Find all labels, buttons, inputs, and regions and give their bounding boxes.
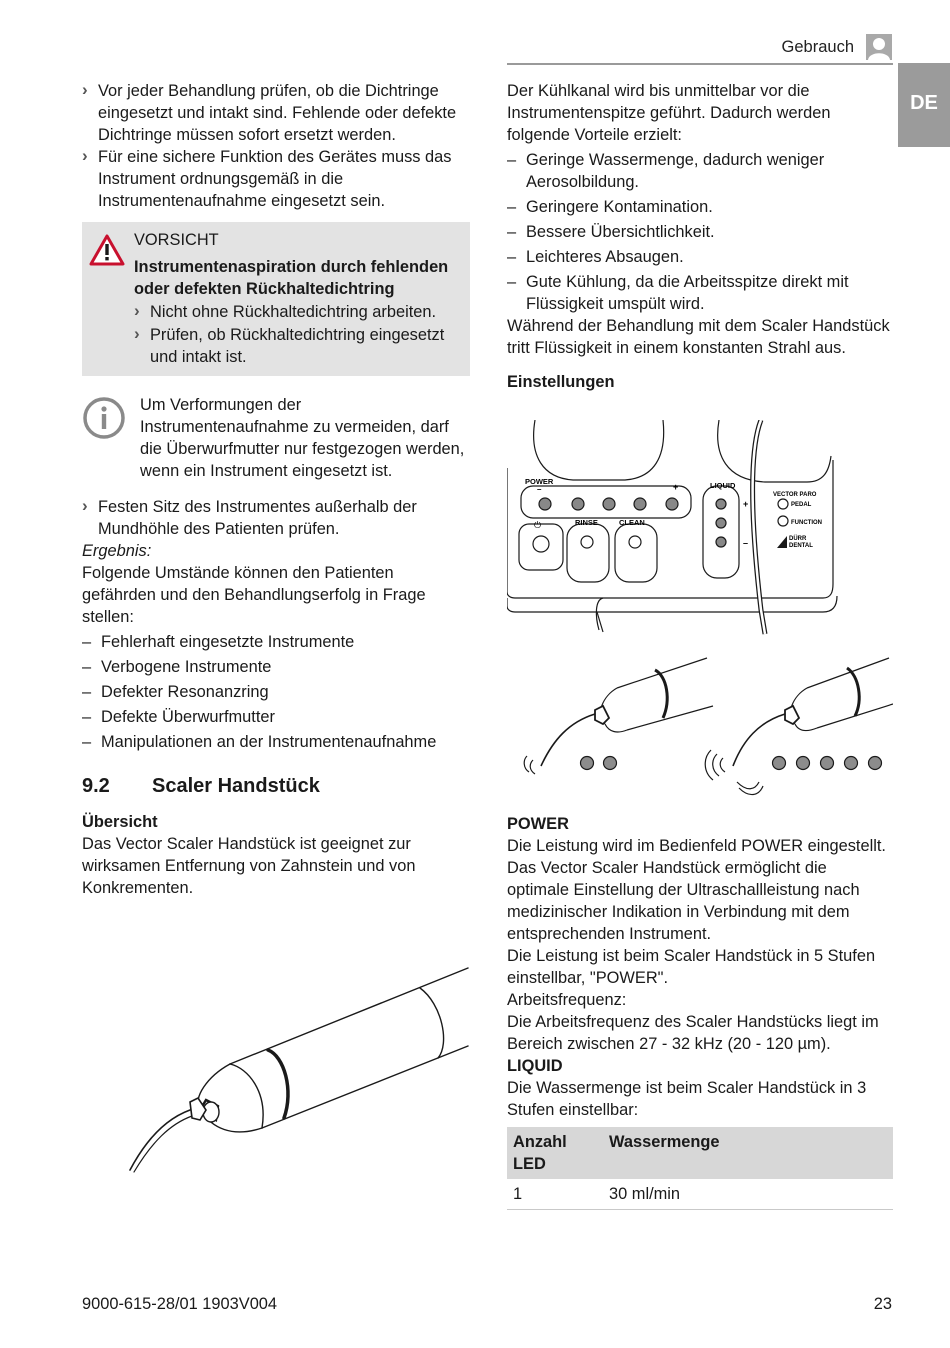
power-minus-symbol: –	[537, 485, 542, 494]
handpiece-low-power-illustration	[524, 658, 713, 774]
settings-heading: Einstellungen	[507, 373, 615, 391]
frequency-label: Arbeitsfrequenz:	[507, 991, 627, 1009]
advantage-item: – Geringe Wassermenge, dadurch weniger Aerosolbildung.	[507, 149, 893, 193]
header-rule	[507, 63, 893, 65]
water-amount-table	[507, 1127, 893, 1210]
advantage-item: – Leichteres Absaugen.	[507, 246, 893, 268]
liquid-plus-symbol: +	[743, 499, 749, 509]
header-section-label: Gebrauch	[781, 38, 854, 56]
table-header-amount: Wassermenge	[603, 1127, 893, 1179]
warning-box	[82, 222, 470, 376]
advantage-item: – Bessere Übersichtlichkeit.	[507, 221, 893, 243]
power-text: Die Leistung wird im Bedienfeld POWER eingestellt.	[507, 837, 886, 855]
liquid-led-column	[716, 499, 726, 547]
result-item: – Verbogene Instrumente	[82, 656, 470, 678]
advantage-item: – Geringere Kontamination.	[507, 196, 893, 218]
table-header-led: Anzahl LED	[507, 1127, 603, 1179]
maker-label-1: DÜRR	[789, 536, 807, 542]
advantage-item: – Gute Kühlung, da die Arbeitsspitze direkt mit Flüssigkeit umspült wird.	[507, 271, 893, 315]
result-label: Ergebnis:	[82, 542, 152, 560]
duerr-logo-icon	[777, 536, 787, 548]
footer-document-id: 9000-615-28/01 1903V004	[82, 1295, 278, 1313]
control-panel-illustration	[507, 420, 893, 815]
overview-text: Das Vector Scaler Handstück ist geeignet zur wirksamen Entfernung von Zahnstein und von Konkrementen.	[82, 835, 416, 897]
scaler-handpiece-illustration	[120, 960, 476, 1180]
table-cell-amount: 30 ml/min	[603, 1179, 893, 1210]
result-item: – Defekte Überwurfmutter	[82, 706, 470, 728]
panel-label-rinse: RINSE	[575, 518, 598, 527]
brand-label: VECTOR PARO	[773, 492, 817, 498]
result-text: Folgende Umstände können den Patienten gefährden und den Behandlungserfolg in Frage stellen:	[82, 564, 426, 626]
result-item: – Defekter Resonanzring	[82, 681, 470, 703]
instruction-bullet: › Für eine sichere Funktion des Gerätes muss das Instrument ordnungsgemäß in die Instrumentenaufnahme eingesetzt sein.	[82, 146, 470, 212]
during-text: Während der Behandlung mit dem Scaler Handstück tritt Flüssigkeit in einem konstanten Strahl aus.	[507, 317, 890, 357]
overview-heading: Übersicht	[82, 813, 158, 831]
power-on-icon: ⏻	[534, 520, 542, 530]
table-header-row	[507, 1127, 893, 1179]
liquid-heading: LIQUID	[507, 1057, 563, 1075]
frequency-text: Die Arbeitsfrequenz des Scaler Handstücks liegt im Bereich zwischen 27 - 32 kHz (20 - 120 µm).	[507, 1013, 879, 1053]
maker-label-2: DENTAL	[789, 543, 813, 549]
left-column	[82, 80, 470, 899]
cooling-intro: Der Kühlkanal wird bis unmittelbar vor die Instrumentenspitze geführt. Dadurch werden folgende Vorteile erzielt:	[507, 82, 831, 144]
right-column-lower	[507, 813, 893, 1210]
footer-page-number: 23	[873, 1295, 892, 1313]
power-text: Das Vector Scaler Handstück ermöglicht die optimale Einstellung der Ultraschallleistung nach medizinischer Indikation in Verbindung mit dem entsprechenden Instrument.	[507, 859, 860, 943]
section-heading	[82, 775, 470, 797]
table-row	[507, 1179, 893, 1210]
power-text: Die Leistung ist beim Scaler Handstück in 5 Stufen einstellbar, "POWER".	[507, 947, 876, 987]
pedal-label: PEDAL	[791, 502, 812, 508]
result-item: – Fehlerhaft eingesetzte Instrumente	[82, 631, 470, 653]
section-number: 9.2	[82, 775, 110, 797]
instruction-bullet: › Vor jeder Behandlung prüfen, ob die Dichtringe eingesetzt und intakt sind. Fehlende oder defekte Dichtringe müssen sofort ersetzt werden.	[82, 80, 470, 146]
section-title: Scaler Handstück	[152, 775, 320, 797]
right-column	[507, 80, 893, 393]
warning-item: › Nicht ohne Rückhaltedichtring arbeiten.	[134, 301, 458, 323]
info-box	[82, 394, 470, 482]
user-icon	[866, 34, 892, 60]
panel-label-liquid: LIQUID	[710, 481, 736, 490]
info-text: Um Verformungen der Instrumentenaufnahme zu vermeiden, darf die Überwurfmutter nur festgezogen werden, wenn ein Instrument eingesetzt ist.	[140, 396, 465, 480]
power-heading: POWER	[507, 815, 569, 833]
liquid-minus-symbol: –	[743, 538, 749, 548]
result-item: – Manipulationen an der Instrumentenaufnahme	[82, 731, 470, 753]
handpiece-high-power-illustration	[705, 658, 893, 795]
info-icon	[82, 396, 126, 440]
language-tab: DE	[898, 63, 950, 147]
instruction-bullet: › Festen Sitz des Instrumentes außerhalb der Mundhöhle des Patienten prüfen.	[82, 496, 470, 540]
liquid-text: Die Wassermenge ist beim Scaler Handstück in 3 Stufen einstellbar:	[507, 1079, 867, 1119]
warning-subtitle: Instrumentenaspiration durch fehlenden oder defekten Rückhaltedichtring	[134, 258, 449, 298]
power-level-indicator-low	[581, 757, 617, 770]
function-label: FUNCTION	[791, 520, 822, 526]
panel-label-power: POWER	[525, 477, 554, 486]
table-cell-led: 1	[507, 1179, 603, 1210]
warning-item: › Prüfen, ob Rückhaltedichtring eingesetzt und intakt ist.	[134, 324, 458, 368]
power-plus-symbol: +	[673, 482, 679, 492]
power-level-indicator-high	[773, 757, 882, 770]
panel-label-clean: CLEAN	[619, 518, 645, 527]
warning-triangle-icon	[89, 234, 125, 266]
warning-title: VORSICHT	[134, 231, 219, 249]
